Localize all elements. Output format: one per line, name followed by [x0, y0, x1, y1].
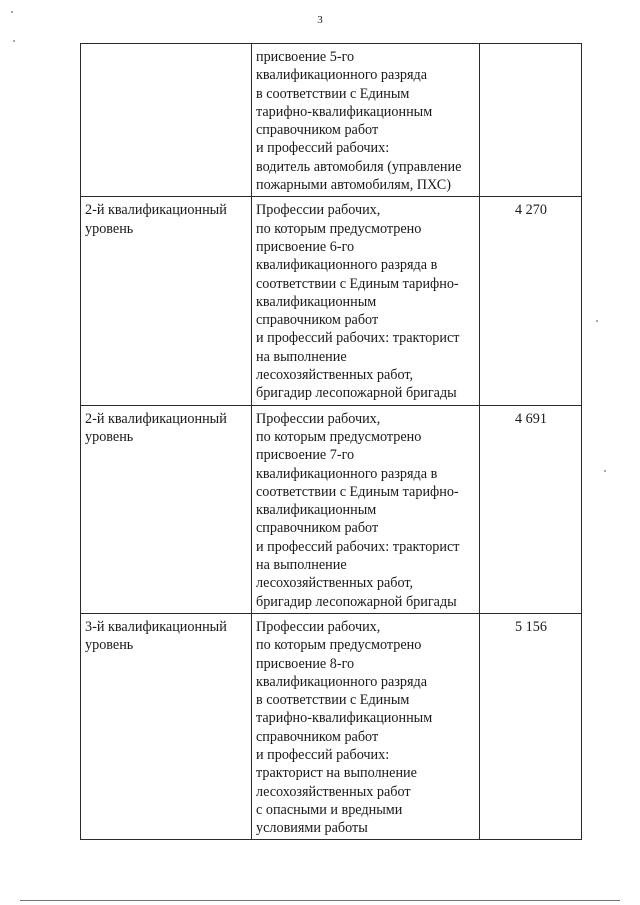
profession-line: присвоение 8-го: [256, 655, 355, 672]
profession-line: квалификационного разряда в: [256, 257, 438, 274]
profession-line: квалификационным: [256, 293, 377, 310]
profession-line: по которым предусмотрено: [256, 637, 422, 654]
scan-speck: [11, 11, 13, 13]
profession-line: справочником работ: [256, 312, 379, 329]
profession-line: соответствии с Единым тарифно-: [256, 275, 459, 292]
profession-line: Профессии рабочих,: [256, 410, 381, 427]
profession-line: и профессий рабочих: тракторист: [256, 538, 460, 555]
table-row: [81, 44, 582, 197]
qualification-table: [80, 43, 582, 840]
professions-cell: [252, 405, 480, 613]
profession-line: и профессий рабочих:: [256, 140, 390, 157]
profession-line: и профессий рабочих:: [256, 746, 390, 763]
level-cell: [81, 405, 252, 613]
level-cell: [81, 613, 252, 840]
profession-line: лесохозяйственных работ: [256, 783, 411, 800]
profession-line: Профессии рабочих,: [256, 202, 381, 219]
level-line: уровень: [85, 637, 134, 654]
professions-cell: [252, 44, 480, 197]
profession-line: присвоение 7-го: [256, 447, 355, 464]
profession-line: присвоение 5-го: [256, 49, 355, 65]
profession-line: бригадир лесопожарной бригады: [256, 385, 457, 402]
level-cell: [81, 197, 252, 405]
level-line: уровень: [85, 220, 134, 237]
profession-line: в соответствии с Единым: [256, 85, 410, 102]
rate-cell: 4 691: [480, 405, 582, 613]
table-row: [81, 197, 582, 405]
profession-line: квалификационного разряда в: [256, 465, 438, 482]
profession-line: и профессий рабочих: тракторист: [256, 330, 460, 347]
level-line: 2-й квалификационный: [85, 410, 227, 427]
table-row: [81, 405, 582, 613]
profession-line: лесохозяйственных работ,: [256, 575, 414, 592]
rate-cell: 4 270: [480, 197, 582, 405]
profession-line: в соответствии с Единым: [256, 692, 410, 709]
profession-line: пожарными автомобилям, ПХС): [256, 177, 451, 194]
profession-line: лесохозяйственных работ,: [256, 367, 414, 384]
rate-cell: [480, 44, 582, 197]
profession-line: водитель автомобиля (управление: [256, 158, 462, 175]
profession-line: условиями работы: [256, 820, 368, 837]
profession-line: справочником работ: [256, 520, 379, 537]
scan-speck: [604, 470, 606, 472]
level-cell: [81, 44, 252, 197]
professions-cell: [252, 197, 480, 405]
table-body: [81, 44, 582, 840]
table-row: [81, 613, 582, 840]
level-line: 2-й квалификационный: [85, 202, 227, 219]
profession-line: на выполнение: [256, 348, 347, 365]
level-line: 3-й квалификационный: [85, 618, 227, 635]
profession-line: Профессии рабочих,: [256, 618, 381, 635]
scan-speck: [596, 320, 598, 322]
profession-line: бригадир лесопожарной бригады: [256, 593, 457, 610]
profession-line: по которым предусмотрено: [256, 428, 422, 445]
profession-line: квалификационного разряда: [256, 67, 428, 84]
profession-line: присвоение 6-го: [256, 238, 355, 255]
rate-cell: 5 156: [480, 613, 582, 840]
profession-line: тракторист на выполнение: [256, 765, 417, 782]
profession-line: квалификационного разряда: [256, 673, 428, 690]
professions-cell: [252, 613, 480, 840]
profession-line: с опасными и вредными: [256, 801, 403, 818]
profession-line: на выполнение: [256, 557, 347, 574]
scan-speck: [13, 40, 15, 42]
profession-line: по которым предусмотрено: [256, 220, 422, 237]
level-line: уровень: [85, 428, 134, 445]
page-number: 3: [317, 14, 323, 26]
profession-line: соответствии с Единым тарифно-: [256, 483, 459, 500]
profession-line: справочником работ: [256, 728, 379, 745]
profession-line: квалификационным: [256, 502, 377, 519]
profession-line: тарифно-квалификационным: [256, 710, 433, 727]
profession-line: справочником работ: [256, 122, 379, 139]
profession-line: тарифно-квалификационным: [256, 103, 433, 120]
scan-bottom-edge: [20, 900, 620, 901]
